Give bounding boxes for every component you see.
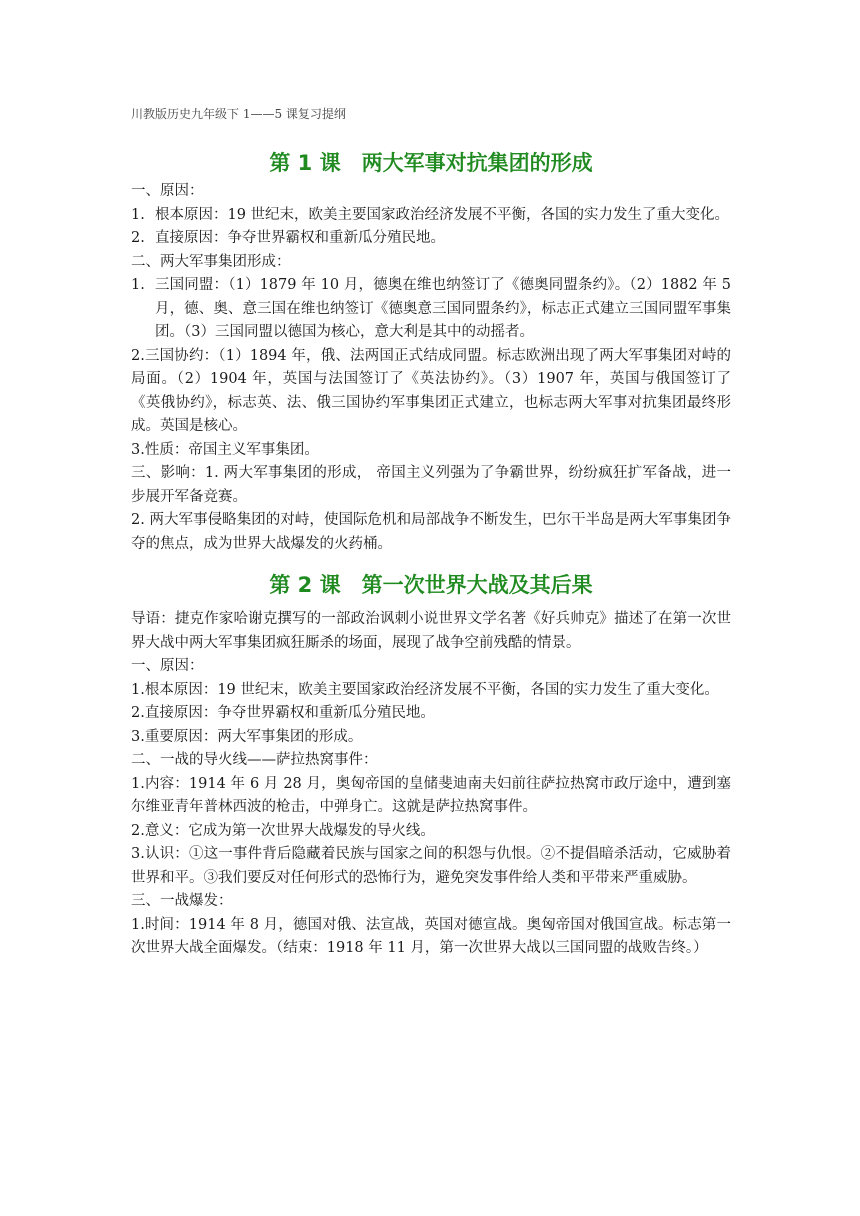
list-item-text: 根本原因：19 世纪末，欧美主要国家政治经济发展不平衡，各国的实力发生了重大变化。 xyxy=(155,206,730,223)
list-item-text: 直接原因：争夺世界霸权和重新瓜分殖民地。 xyxy=(155,230,445,246)
list-item xyxy=(131,274,731,345)
section-heading: 二、一战的导火线——萨拉热窝事件： xyxy=(131,752,378,768)
paragraph: 3.性质：帝国主义军事集团。 xyxy=(131,441,319,458)
paragraph: 1.根本原因：19 世纪末，欧美主要国家政治经济发展不平衡，各国的实力发生了重大变化。 xyxy=(131,681,719,698)
intro-paragraph: 导语：捷克作家哈谢克撰写的一部政治讽刺小说世界文学名著《好兵帅克》描述了在第一次世界大战中两大军事集团疯狂厮杀的场面，展现了战争空前残酷的情景。 xyxy=(131,611,731,651)
paragraph: 3.重要原因：两大军事集团的形成。 xyxy=(131,728,363,745)
document-header: 川教版历史九年级下 1——5 课复习提纲 xyxy=(131,107,346,121)
paragraph: 2.三国协约：（1）1894 年，俄、法两国正式结成同盟。标志欧洲出现了两大军事集团对峙的局面。（2）1904 年，英国与法国签订了《英法协约》。（3）1907 年，英国与俄国签订了《英俄协约》，标志英、法、俄三国协约军事集团正式建立，也标志两大军事对抗集团最终形成。英国是核心。 xyxy=(131,347,731,434)
paragraph: 三、影响：1. 两大军事集团的形成， 帝国主义列强为了争霸世界，纷纷疯狂扩军备战，进一步展开军备竞赛。 xyxy=(131,465,731,505)
paragraph: 2.意义：它成为第一次世界大战爆发的导火线。 xyxy=(131,822,435,839)
paragraph: 1.内容：1914 年 6 月 28 月，奥匈帝国的皇储斐迪南夫妇前往萨拉热窝市政厅途中，遭到塞尔维亚青年普林西波的枪击，中弹身亡。这就是萨拉热窝事件。 xyxy=(131,775,731,815)
list-number: 2. xyxy=(131,230,145,246)
lesson-1-title: 第 1 课 两大军事对抗集团的形成 xyxy=(269,151,593,175)
section-heading: 二、两大军事集团形成： xyxy=(131,253,291,270)
paragraph: 1.时间：1914 年 8 月，德国对俄、法宣战，英国对德宣战。奥匈帝国对俄国宣战。标志第一次世界大战全面爆发。（结束：1918 年 11 月，第一次世界大战以三国同盟的战败告终。） xyxy=(131,916,731,956)
list-item xyxy=(131,227,731,251)
section-heading: 一、原因： xyxy=(131,658,204,674)
paragraph: 3.认识：①这一事件背后隐藏着民族与国家之间的积怨与仇恨。②不提倡暗杀活动，它威胁着世界和平。③我们要反对任何形式的恐怖行为，避免突发事件给人类和平带来严重威胁。 xyxy=(131,846,731,886)
paragraph: 2.直接原因：争夺世界霸权和重新瓜分殖民地。 xyxy=(131,705,435,721)
section-heading: 三、一战爆发： xyxy=(131,893,233,909)
list-number: 1. xyxy=(131,206,145,223)
document-page xyxy=(131,104,731,961)
list-number: 1. xyxy=(131,277,145,293)
section-heading: 一、原因： xyxy=(131,183,204,199)
list-item-text: 三国同盟：（1）1879 年 10 月，德奥在维也纳签订了《德奥同盟条约》。（2）1882 年 5 月，德、奥、意三国在维也纳签订《德奥意三国同盟条约》，标志正式建立三国同盟军事集团。（3）三国同盟以德国为核心，意大利是其中的动摇者。 xyxy=(155,277,731,340)
list-item xyxy=(131,204,731,228)
paragraph: 2. 两大军事侵略集团的对峙，使国际危机和局部战争不断发生，巴尔干半岛是两大军事集团争夺的焦点，成为世界大战爆发的火药桶。 xyxy=(131,512,731,552)
lesson-2-title: 第 2 课 第一次世界大战及其后果 xyxy=(269,573,593,597)
